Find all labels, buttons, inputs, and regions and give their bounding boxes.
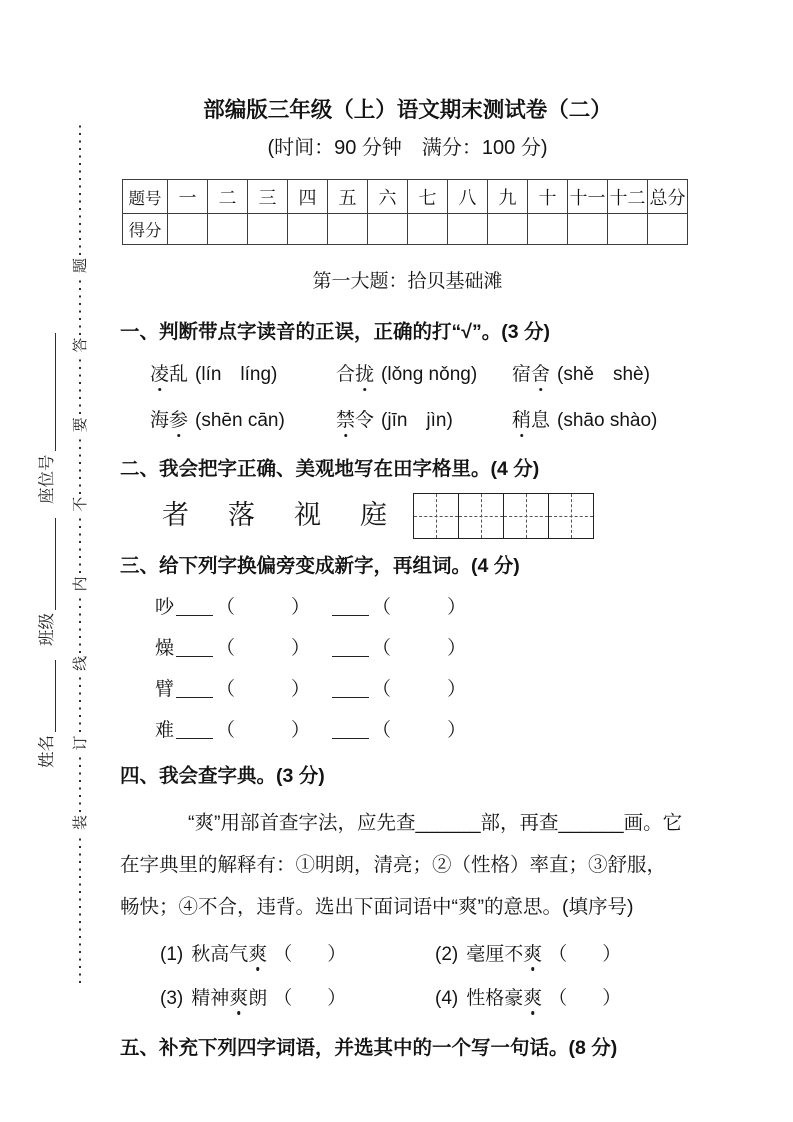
- item-number: (1): [160, 943, 184, 965]
- pinyin-options: (shēn cān): [195, 410, 285, 432]
- score-column-header: 九: [488, 180, 528, 214]
- tianzige-cell: [503, 494, 548, 538]
- source-character: 臂: [155, 679, 175, 701]
- char: 爽: [248, 939, 267, 966]
- score-column-header: 十二: [608, 180, 648, 214]
- field-label: 姓名: [38, 735, 57, 768]
- binding-line: [69, 123, 91, 983]
- pinyin-options: (lǒng nǒng): [381, 364, 478, 386]
- section-heading: 第一大题：拾贝基础滩: [312, 271, 503, 293]
- open-paren: （: [372, 638, 392, 660]
- score-cell-empty: [488, 214, 528, 245]
- question-4-heading: 四、我会查字典。(3 分): [120, 765, 325, 788]
- radical-change-row: [155, 677, 695, 701]
- char: 厘: [485, 943, 505, 965]
- field-blank: [50, 518, 56, 610]
- answer-blank: [176, 651, 213, 657]
- binding-dots: [79, 833, 81, 983]
- answer-parens: （ ）: [548, 943, 630, 965]
- model-character: 者: [162, 500, 189, 532]
- char: 爽: [523, 983, 542, 1010]
- char: 拢: [355, 359, 374, 386]
- source-character: 难: [155, 720, 175, 742]
- score-column-header: 三: [248, 180, 288, 214]
- page-title: 部编版三年级（上）语文期末测试卷（二）: [203, 98, 612, 122]
- pinyin-options: (shě shè): [557, 364, 650, 386]
- open-paren: （: [372, 679, 392, 701]
- field-label: 班级: [38, 613, 57, 646]
- source-character: 吵: [155, 597, 175, 619]
- score-cell-empty: [328, 214, 368, 245]
- model-characters: [162, 500, 387, 532]
- binding-dots: [79, 674, 81, 733]
- pronunciation-item: [336, 359, 512, 386]
- binding-char: 不: [71, 496, 89, 512]
- char: 毫: [466, 943, 486, 965]
- binding-dots: [79, 356, 81, 415]
- open-paren: （: [216, 679, 236, 701]
- open-paren: （: [372, 720, 392, 742]
- answer-blank: [176, 610, 213, 616]
- question-5-heading: 五、补充下列四字词语，并选其中的一个写一句话。(8 分): [120, 1036, 618, 1059]
- item-number: (2): [435, 943, 459, 965]
- answer-blank: [176, 692, 213, 698]
- close-paren: ）: [291, 720, 311, 742]
- open-paren: （: [216, 638, 236, 660]
- dictionary-paragraph-line: 在字典里的解释有：①明朗，清亮；②（性格）率直；③舒服，: [120, 853, 667, 876]
- score-cell-empty: [528, 214, 568, 245]
- score-column-header: 总分: [648, 180, 688, 214]
- dotted-word: [512, 364, 550, 385]
- binding-dots: [79, 753, 81, 812]
- score-cell-empty: [168, 214, 208, 245]
- dotted-word: [336, 410, 374, 431]
- close-paren: ）: [447, 720, 467, 742]
- dotted-word: [150, 364, 188, 385]
- char: 气: [229, 943, 249, 965]
- dotted-word: [150, 410, 188, 431]
- answer-blank: [332, 733, 369, 739]
- model-character: 庭: [360, 500, 387, 532]
- score-column-header: 十: [528, 180, 568, 214]
- item-number: (4): [435, 987, 459, 1009]
- question-1-items: [150, 359, 695, 432]
- binding-char: 订: [71, 735, 89, 751]
- char: 高: [210, 943, 230, 965]
- pinyin-options: (lín líng): [195, 364, 278, 386]
- pronunciation-item: [512, 405, 695, 432]
- question-2-writing-row: [120, 491, 695, 541]
- binding-dots: [79, 435, 81, 494]
- char: 朗: [248, 987, 268, 1009]
- binding-dots: [79, 515, 81, 574]
- answer-parens: （ ）: [273, 943, 355, 965]
- binding-char: 要: [71, 417, 89, 433]
- meaning-choice-item: [435, 939, 695, 966]
- score-cell-empty: [368, 214, 408, 245]
- score-column-header: 四: [288, 180, 328, 214]
- score-column-header: 十一: [568, 180, 608, 214]
- dotted-word: [512, 410, 550, 431]
- score-table-corner-label: 题号: [123, 180, 168, 214]
- score-row-label: 得分: [123, 214, 168, 245]
- close-paren: ）: [447, 638, 467, 660]
- field-blank: [50, 334, 56, 452]
- student-info-fields: [32, 263, 58, 768]
- close-paren: ）: [291, 638, 311, 660]
- question-4-paragraph: [120, 802, 695, 928]
- score-column-header: 七: [408, 180, 448, 214]
- field-label: 座位号: [38, 454, 57, 504]
- binding-char: 内: [71, 576, 89, 592]
- score-table-header-row: [123, 180, 688, 214]
- char: 秋: [191, 943, 211, 965]
- answer-blank: [176, 733, 213, 739]
- char: 宿: [512, 364, 532, 386]
- model-character: 落: [228, 500, 255, 532]
- meaning-choice-item: [435, 983, 695, 1010]
- dictionary-paragraph-line: 畅快；④不合，违背。选出下面词语中“爽”的意思。(填序号): [120, 895, 634, 918]
- score-cell-empty: [608, 214, 648, 245]
- dotted-phrase: [191, 944, 267, 965]
- dotted-phrase: [466, 944, 542, 965]
- char: 令: [355, 410, 375, 432]
- open-paren: （: [216, 597, 236, 619]
- binding-char: 答: [71, 337, 89, 353]
- tianzige-grid: [413, 493, 594, 539]
- tianzige-cell: [458, 494, 503, 538]
- open-paren: （: [216, 720, 236, 742]
- char: 豪: [504, 987, 524, 1009]
- meaning-choice-item: [160, 983, 435, 1010]
- char: 神: [210, 987, 230, 1009]
- question-3-rows: [155, 595, 695, 742]
- char: 不: [504, 943, 524, 965]
- score-column-header: 二: [208, 180, 248, 214]
- radical-change-row: [155, 718, 695, 742]
- score-cell-empty: [248, 214, 288, 245]
- answer-blank: [332, 692, 369, 698]
- score-column-header: 六: [368, 180, 408, 214]
- question-4-items: [160, 939, 695, 1010]
- close-paren: ）: [291, 597, 311, 619]
- score-column-header: 五: [328, 180, 368, 214]
- score-column-header: 一: [168, 180, 208, 214]
- char: 舍: [531, 359, 550, 386]
- char: 凌: [150, 359, 169, 386]
- char: 合: [336, 364, 356, 386]
- binding-char: 装: [71, 814, 89, 830]
- score-cell-empty: [568, 214, 608, 245]
- char: 性: [466, 987, 486, 1009]
- dotted-word: [336, 364, 374, 385]
- score-cell-empty: [408, 214, 448, 245]
- char: 息: [531, 410, 551, 432]
- model-character: 视: [294, 500, 321, 532]
- open-paren: （: [372, 597, 392, 619]
- score-cell-empty: [208, 214, 248, 245]
- binding-char: 题: [71, 258, 89, 274]
- dictionary-paragraph-line: “爽”用部首查字法，应先查______部，再查______画。它: [188, 811, 683, 834]
- pronunciation-item: [512, 359, 695, 386]
- char: 禁: [336, 405, 355, 432]
- tianzige-cell: [548, 494, 593, 538]
- char: 爽: [229, 983, 248, 1010]
- pronunciation-item: [150, 359, 336, 386]
- score-column-header: 八: [448, 180, 488, 214]
- radical-change-row: [155, 595, 695, 619]
- score-cell-empty: [648, 214, 688, 245]
- score-table-score-row: [123, 214, 688, 245]
- char: 参: [169, 405, 188, 432]
- score-table: [122, 179, 688, 245]
- question-2-heading: 二、我会把字正确、美观地写在田字格里。(4 分): [120, 458, 540, 481]
- char: 乱: [169, 364, 189, 386]
- score-cell-empty: [288, 214, 328, 245]
- answer-blank: [332, 651, 369, 657]
- answer-parens: （ ）: [273, 987, 355, 1009]
- binding-dots: [79, 276, 81, 335]
- char: 爽: [523, 939, 542, 966]
- answer-parens: （ ）: [548, 987, 630, 1009]
- dotted-phrase: [191, 988, 267, 1009]
- pronunciation-item: [336, 405, 512, 432]
- exam-content: [120, 0, 695, 1060]
- meaning-choice-item: [160, 939, 435, 966]
- field-blank: [50, 660, 56, 732]
- exam-meta: (时间：90 分钟 满分：100 分): [267, 137, 548, 160]
- tianzige-cell: [414, 494, 458, 538]
- binding-dots: [79, 594, 81, 653]
- char: 稍: [512, 405, 531, 432]
- char: 精: [191, 987, 211, 1009]
- pinyin-options: (shāo shào): [557, 410, 658, 432]
- char: 海: [150, 410, 170, 432]
- close-paren: ）: [291, 679, 311, 701]
- source-character: 燥: [155, 638, 175, 660]
- answer-blank: [332, 610, 369, 616]
- score-cell-empty: [448, 214, 488, 245]
- binding-char: 线: [71, 655, 89, 671]
- dotted-phrase: [466, 988, 542, 1009]
- item-number: (3): [160, 987, 184, 1009]
- radical-change-row: [155, 636, 695, 660]
- pinyin-options: (jīn jìn): [381, 410, 453, 432]
- close-paren: ）: [447, 597, 467, 619]
- binding-dots: [79, 123, 81, 255]
- char: 格: [485, 987, 505, 1009]
- close-paren: ）: [447, 679, 467, 701]
- question-3-heading: 三、给下列字换偏旁变成新字，再组词。(4 分): [120, 554, 520, 577]
- question-1-heading: 一、判断带点字读音的正误，正确的打“√”。(3 分): [120, 321, 550, 344]
- pronunciation-item: [150, 405, 336, 432]
